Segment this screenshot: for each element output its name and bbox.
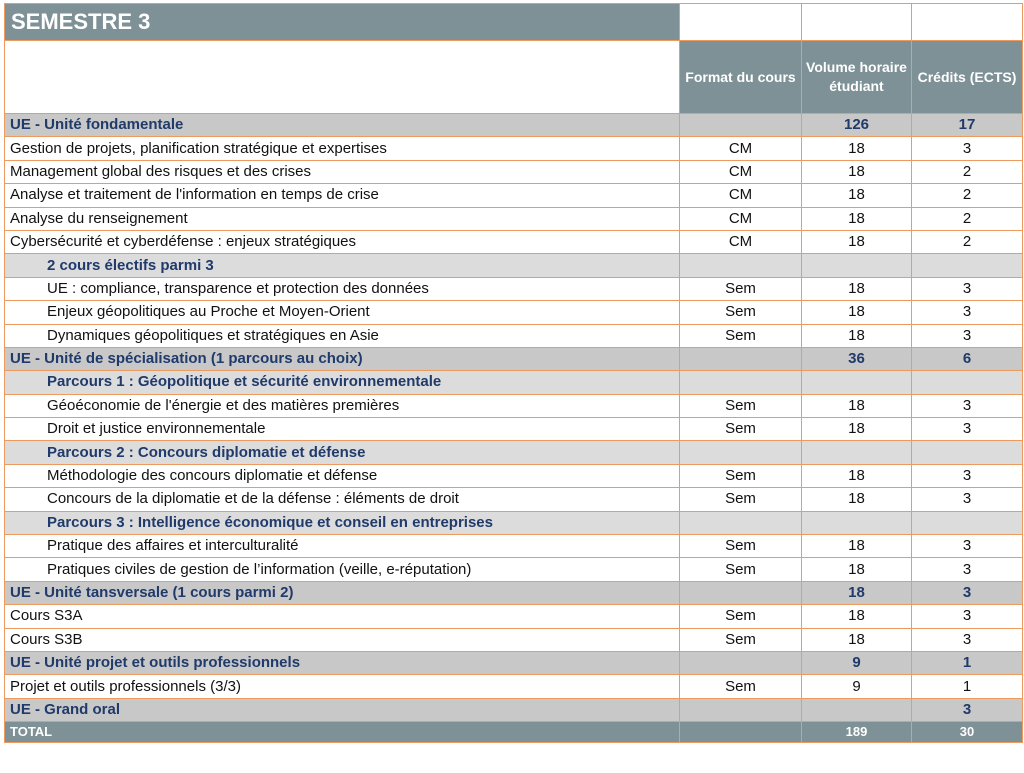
hours-cell: 18 [802,184,912,207]
hours-cell: 18 [802,160,912,183]
course-row [5,324,1023,347]
format-column-header: Format du cours [680,41,802,114]
credits-column-header: Crédits (ECTS) [912,41,1023,114]
format-cell [680,347,802,370]
ue-row [5,651,1023,674]
format-cell: CM [680,160,802,183]
row-label: Pratiques civiles de gestion de l’information (veille, e-réputation) [5,558,680,581]
credits-cell: 3 [912,535,1023,558]
row-label: Parcours 2 : Concours diplomatie et défense [5,441,680,464]
row-label: Analyse et traitement de l'information en temps de crise [5,184,680,207]
credits-cell: 2 [912,160,1023,183]
row-label: Analyse du renseignement [5,207,680,230]
course-row [5,558,1023,581]
credits-cell: 1 [912,675,1023,698]
hours-cell [802,254,912,277]
course-row [5,605,1023,628]
credits-cell: 3 [912,698,1023,721]
row-label: UE - Unité de spécialisation (1 parcours au choix) [5,347,680,370]
course-row [5,394,1023,417]
credits-cell: 3 [912,137,1023,160]
course-row [5,301,1023,324]
format-cell [680,254,802,277]
subgroup-row [5,511,1023,534]
row-label: Géoéconomie de l'énergie et des matières premières [5,394,680,417]
format-cell [680,371,802,394]
format-cell [680,698,802,721]
ue-row [5,347,1023,370]
row-label: UE - Unité fondamentale [5,114,680,137]
format-cell: Sem [680,605,802,628]
row-label: TOTAL [5,722,680,743]
subgroup-row [5,441,1023,464]
hours-cell: 18 [802,301,912,324]
course-row [5,137,1023,160]
credits-cell: 3 [912,464,1023,487]
format-cell: Sem [680,394,802,417]
course-row [5,464,1023,487]
format-cell: CM [680,184,802,207]
course-row [5,488,1023,511]
format-cell: Sem [680,535,802,558]
credits-cell [912,511,1023,534]
format-cell [680,581,802,604]
row-label: Projet et outils professionnels (3/3) [5,675,680,698]
credits-cell [912,371,1023,394]
hours-cell: 18 [802,230,912,253]
semester-title: SEMESTRE 3 [5,4,680,41]
credits-cell: 3 [912,628,1023,651]
hours-cell: 18 [802,137,912,160]
credits-cell: 3 [912,488,1023,511]
course-row [5,277,1023,300]
row-label: Dynamiques géopolitiques et stratégiques en Asie [5,324,680,347]
course-row [5,184,1023,207]
curriculum-table [4,3,1023,743]
row-label: Droit et justice environnementale [5,418,680,441]
format-cell: CM [680,207,802,230]
format-cell [680,114,802,137]
credits-cell: 3 [912,581,1023,604]
row-label: UE - Grand oral [5,698,680,721]
format-cell [680,651,802,674]
hours-cell: 36 [802,347,912,370]
row-label: Cours S3B [5,628,680,651]
credits-cell: 3 [912,394,1023,417]
title-empty-cell [912,4,1023,41]
total-row [5,722,1023,743]
course-row [5,418,1023,441]
format-cell: Sem [680,277,802,300]
hours-cell [802,441,912,464]
subgroup-row [5,371,1023,394]
hours-cell: 18 [802,277,912,300]
semester-title-row [5,4,1023,41]
title-empty-cell [680,4,802,41]
hours-cell: 18 [802,394,912,417]
row-label: Management global des risques et des crises [5,160,680,183]
volume-column-header: Volume horaire étudiant [802,41,912,114]
format-cell [680,722,802,743]
credits-cell: 30 [912,722,1023,743]
row-label: UE : compliance, transparence et protection des données [5,277,680,300]
hours-cell: 18 [802,324,912,347]
row-label: Gestion de projets, planification stratégique et expertises [5,137,680,160]
hours-cell: 18 [802,464,912,487]
row-label: UE - Unité tansversale (1 cours parmi 2) [5,581,680,604]
format-cell: Sem [680,301,802,324]
row-label: Parcours 1 : Géopolitique et sécurité environnementale [5,371,680,394]
row-label: Enjeux géopolitiques au Proche et Moyen-Orient [5,301,680,324]
credits-cell: 1 [912,651,1023,674]
format-cell: Sem [680,464,802,487]
credits-cell: 3 [912,418,1023,441]
hours-cell: 18 [802,628,912,651]
hours-cell [802,371,912,394]
format-cell: Sem [680,488,802,511]
hours-cell [802,511,912,534]
credits-cell: 17 [912,114,1023,137]
credits-cell: 6 [912,347,1023,370]
hours-cell: 9 [802,675,912,698]
ue-row [5,114,1023,137]
format-cell: Sem [680,675,802,698]
course-row [5,675,1023,698]
credits-cell [912,254,1023,277]
row-label: Méthodologie des concours diplomatie et défense [5,464,680,487]
course-row [5,160,1023,183]
credits-cell: 3 [912,301,1023,324]
course-row [5,230,1023,253]
row-label: UE - Unité projet et outils professionnels [5,651,680,674]
row-label: Concours de la diplomatie et de la défense : éléments de droit [5,488,680,511]
format-cell: CM [680,137,802,160]
column-header-row [5,41,1023,114]
header-empty-cell [5,41,680,114]
credits-cell: 3 [912,605,1023,628]
credits-cell: 2 [912,184,1023,207]
row-label: Parcours 3 : Intelligence économique et conseil en entreprises [5,511,680,534]
ue-row [5,698,1023,721]
subgroup-row [5,254,1023,277]
row-label: 2 cours électifs parmi 3 [5,254,680,277]
hours-cell: 189 [802,722,912,743]
format-cell: Sem [680,418,802,441]
course-row [5,207,1023,230]
format-cell: Sem [680,628,802,651]
credits-cell: 2 [912,207,1023,230]
hours-cell: 18 [802,535,912,558]
format-cell: CM [680,230,802,253]
format-cell [680,511,802,534]
hours-cell: 18 [802,581,912,604]
credits-cell: 3 [912,558,1023,581]
title-empty-cell [802,4,912,41]
credits-cell [912,441,1023,464]
credits-cell: 2 [912,230,1023,253]
course-row [5,535,1023,558]
hours-cell: 18 [802,488,912,511]
hours-cell: 18 [802,418,912,441]
hours-cell: 18 [802,605,912,628]
course-row [5,628,1023,651]
format-cell [680,441,802,464]
hours-cell: 9 [802,651,912,674]
row-label: Cours S3A [5,605,680,628]
hours-cell [802,698,912,721]
row-label: Pratique des affaires et interculturalité [5,535,680,558]
row-label: Cybersécurité et cyberdéfense : enjeux stratégiques [5,230,680,253]
hours-cell: 18 [802,207,912,230]
hours-cell: 18 [802,558,912,581]
hours-cell: 126 [802,114,912,137]
ue-row [5,581,1023,604]
format-cell: Sem [680,324,802,347]
format-cell: Sem [680,558,802,581]
credits-cell: 3 [912,324,1023,347]
credits-cell: 3 [912,277,1023,300]
